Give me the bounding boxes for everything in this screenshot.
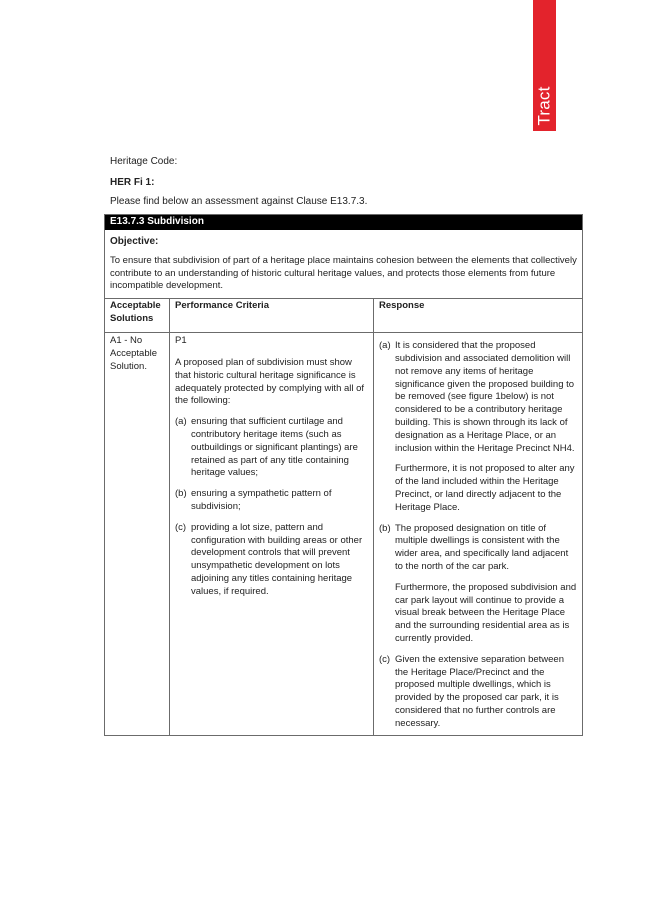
header-performance-criteria: Performance Criteria: [170, 299, 374, 332]
item-text: Given the extensive separation between the Heritage Place/Precinct and the proposed multiple dwellings, which is provided by the proposed car park, it is considered that no further controls are necessary.: [395, 653, 564, 729]
assessment-note: Please find below an assessment against Clause E13.7.3.: [110, 196, 368, 207]
list-item: [379, 340, 577, 455]
item-text: ensuring a sympathetic pattern of subdivision;: [191, 488, 332, 512]
code-id: HER Fi 1:: [110, 177, 155, 188]
column-headers: [105, 298, 582, 332]
table-row: [105, 332, 582, 734]
item-label: (b): [175, 488, 187, 500]
item-text: The proposed designation on title of multiple dwellings is consistent with the wider area, and specifically land adjacent to the north of the car park.: [395, 522, 569, 572]
objective-label: Objective:: [110, 236, 159, 247]
response-extra: Furthermore, it is not proposed to alter any of the land included within the Heritage Precinct, or land directly adjacent to the Heritage Place.: [395, 463, 575, 513]
list-item: [175, 416, 368, 480]
item-label: (c): [379, 653, 391, 665]
item-text: ensuring that sufficient curtilage and contributory heritage items (such as outbuildings or significant plantings) are retained as part of any title containing heritage values;: [191, 416, 358, 479]
response-cell: [374, 333, 582, 734]
section-title: E13.7.3 Subdivision: [105, 215, 582, 230]
performance-intro: A proposed plan of subdivision must show that historic cultural heritage significance is adequately protected by complying with all of the following:: [175, 356, 365, 407]
header-acceptable-solutions: Acceptable Solutions: [105, 299, 170, 332]
list-item: [175, 522, 368, 599]
header-response: Response: [379, 300, 425, 312]
assessment-table: [104, 214, 583, 736]
item-text: providing a lot size, pattern and configuration with building areas or other development controls that will prevent unsympathetic development on lots adjoining any titles containing heritage values, if required.: [191, 521, 363, 597]
list-item: [175, 488, 368, 514]
item-label: (c): [175, 521, 187, 533]
objective-text: To ensure that subdivision of part of a heritage place maintains cohesion between the elements that collectively contribute to an understanding of historic cultural heritage values, and protects those elements from future incompatible development.: [110, 254, 577, 292]
acceptable-solution-text: A1 - No Acceptable Solution.: [110, 335, 158, 372]
acceptable-solution-cell: [105, 333, 170, 734]
performance-code: P1: [175, 335, 187, 347]
item-label: (a): [175, 416, 187, 428]
performance-criteria-cell: [170, 333, 374, 734]
list-item: [379, 523, 577, 574]
objective-block: [105, 230, 582, 298]
brand-logo: [534, 80, 556, 132]
item-label: (a): [379, 340, 391, 352]
list-item: [379, 654, 577, 731]
heritage-code-label: Heritage Code:: [110, 156, 178, 167]
brand-name: Tract: [535, 86, 554, 126]
response-extra: Furthermore, the proposed subdivision and car park layout will continue to provide a visual break between the Heritage Place and the surrounding residential area as is currently provided.: [395, 581, 577, 644]
item-label: (b): [379, 522, 391, 534]
item-text: It is considered that the proposed subdivision and associated demolition will not remove any items of heritage significance given the proposed building to be removed (see figure 1below) is not considered to be a contributory heritage building. This is shown through its lack of designation as a Heritage Place, or an inclusion within the Heritage Precinct NH4.: [395, 340, 575, 454]
